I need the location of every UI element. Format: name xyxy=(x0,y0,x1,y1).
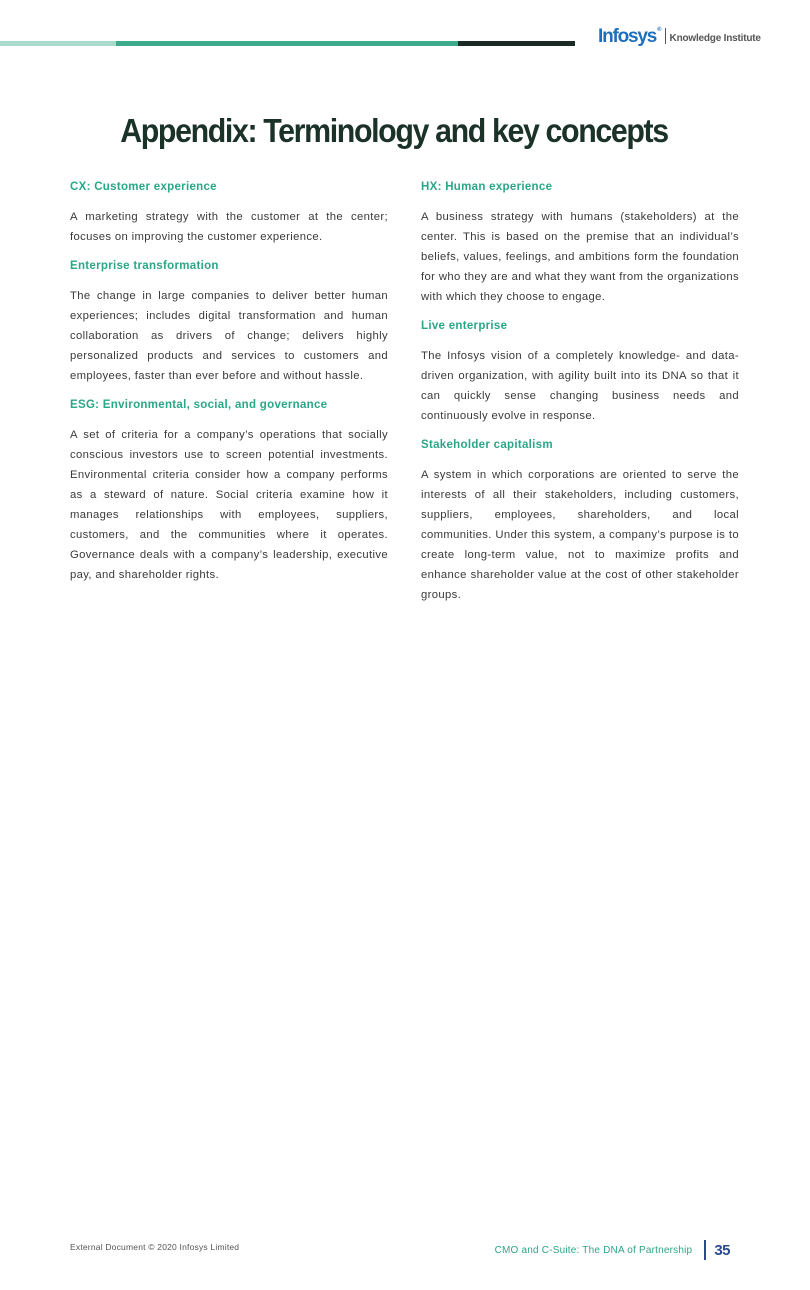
glossary-definition: A set of criteria for a company’s operations that socially conscious investors use to screen potential investments. Environmental criteria consider how a company performs as a steward of nature. Social criteria examine how it manages relationships with employees, suppliers, customers, and the communities where it operates. Governance deals with a company’s leadership, executive pay, and shareholder rights. xyxy=(70,429,388,581)
page-title: Appendix: Terminology and key concepts xyxy=(120,112,668,149)
left-column xyxy=(70,178,388,595)
glossary-term: Enterprise transformation xyxy=(70,260,219,272)
glossary-term: Live enterprise xyxy=(421,320,508,332)
glossary-entry xyxy=(421,178,739,307)
color-bar-dark-segment xyxy=(458,41,575,46)
logo-brand: Infosys® xyxy=(598,25,662,47)
glossary-entry xyxy=(70,178,388,247)
glossary-definition: A system in which corporations are oriented to serve the interests of all their stakeholders, including customers, suppliers, employees, shareholders, and local communities. Under this system, a company’s purpose is to create long-term value, not to maximize profits and enhance shareholder value at the cost of other stakeholder groups. xyxy=(421,469,739,601)
glossary-term: Stakeholder capitalism xyxy=(421,439,553,451)
glossary-definition: The Infosys vision of a completely knowledge- and data-driven organization, with agility built into its DNA so that it can quickly sense changing business needs and continuously evolve in response. xyxy=(421,350,739,422)
footer-copyright: External Document © 2020 Infosys Limited xyxy=(70,1242,240,1252)
right-column xyxy=(421,178,739,615)
glossary-entry xyxy=(70,257,388,386)
footer-document-title: CMO and C-Suite: The DNA of Partnership xyxy=(494,1244,693,1256)
glossary-entry xyxy=(421,436,739,605)
glossary-term: CX: Customer experience xyxy=(70,181,217,193)
logo-subtitle: Knowledge Institute xyxy=(669,32,761,44)
color-bar-mid-segment xyxy=(116,41,458,46)
glossary-entry xyxy=(421,317,739,426)
footer-document-info xyxy=(495,1240,730,1260)
logo-separator xyxy=(665,28,666,44)
glossary-term: ESG: Environmental, social, and governance xyxy=(70,399,328,411)
footer-divider xyxy=(704,1240,706,1260)
glossary-definition: A marketing strategy with the customer at the center; focuses on improving the customer experience. xyxy=(70,211,388,243)
glossary-entry xyxy=(70,396,388,585)
header-color-bar xyxy=(0,41,575,46)
page-number: 35 xyxy=(714,1241,730,1259)
infosys-knowledge-institute-logo xyxy=(598,25,761,47)
color-bar-light-segment xyxy=(0,41,116,46)
glossary-definition: A business strategy with humans (stakeholders) at the center. This is based on the premise that an individual’s beliefs, values, feelings, and ambitions form the foundation for who they are and what they want from the organizations with which they choose to engage. xyxy=(421,211,739,303)
glossary-term: HX: Human experience xyxy=(421,181,553,193)
glossary-definition: The change in large companies to deliver better human experiences; includes digital transformation and human collaboration as drivers of change; delivers highly personalized products and services to customers and employees, faster than ever before and without hassle. xyxy=(70,290,388,382)
